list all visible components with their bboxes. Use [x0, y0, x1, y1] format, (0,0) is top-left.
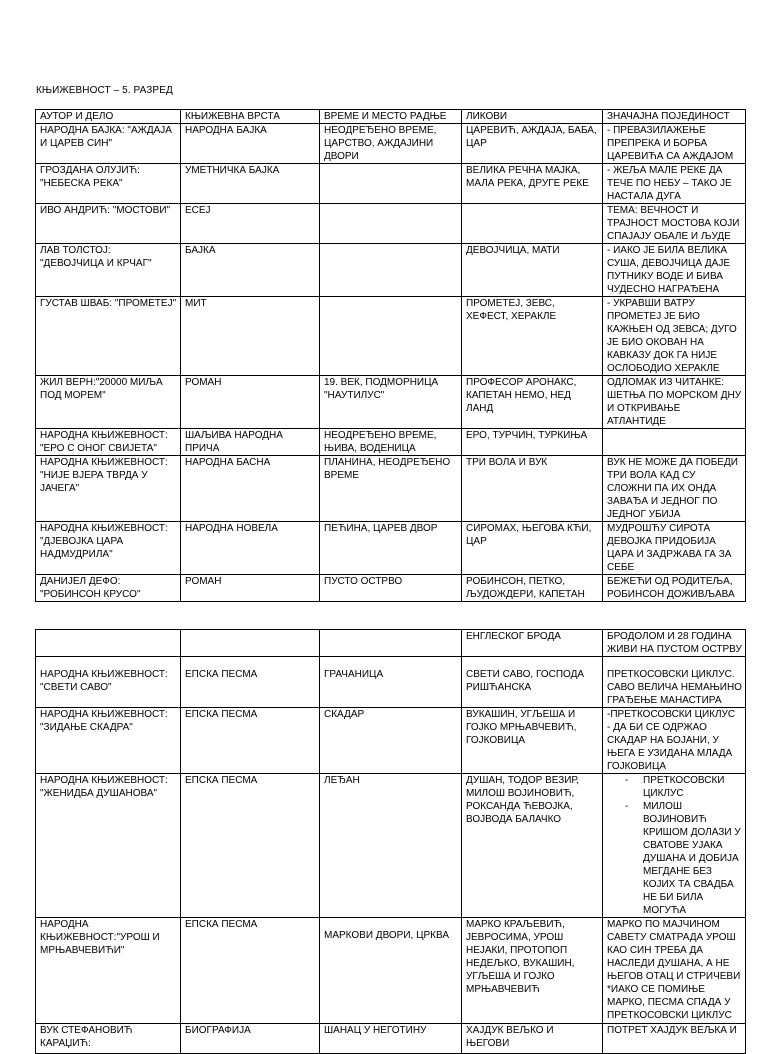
table-row: [36, 918, 746, 1024]
cell-characters: МАРКО КРАЉЕВИЋ, ЈЕВРОСИМА, УРОШ НЕЈАКИ, ПРОТОПОП НЕДЕЉКО, ВУКАШИН, УГЉЕША И ГОЈКО МРЊАВЧЕВИЋ: [462, 918, 603, 1024]
cell-characters: ХАЈДУК ВЕЉКО И ЊЕГОВИ: [462, 1024, 603, 1054]
cell-significant-detail: - ИАКО ЈЕ БИЛА ВЕЛИКА СУША, ДЕВОЈЧИЦА ДАЈЕ ПУТНИКУ ВОДЕ И БИВА ЧУДЕСНО НАГРАЂЕНА: [603, 244, 746, 297]
cell-literary-type: РОМАН: [181, 376, 320, 429]
list-item: - ПРЕТКОСОВСКИ ЦИКЛУС: [643, 774, 742, 800]
cell-time-place: ЛЕЂАН: [320, 774, 462, 918]
cell-time-place: ПЕЋИНА, ЦАРЕВ ДВОР: [320, 522, 462, 575]
cell-time-place: [320, 297, 462, 376]
cell-time-place: НЕОДРЕЂЕНО ВРЕМЕ, ЊИВА, ВОДЕНИЦА: [320, 429, 462, 456]
cell-author-work: ВУК СТЕФАНОВИЋ КАРАЏИЋ:: [36, 1024, 181, 1054]
cell-characters: СВЕТИ САВО, ГОСПОДА РИШЋАНСКА: [462, 657, 603, 708]
table-row: [36, 244, 746, 297]
header-literary-type: КЊИЖЕВНА ВРСТА: [181, 110, 320, 124]
cell-time-place: ГРАЧАНИЦА: [320, 657, 462, 708]
table-header-row: [36, 110, 746, 124]
cell-time-place: ПУСТО ОСТРВО: [320, 575, 462, 602]
cell-author-work: НАРОДНА КЊИЖЕВНОСТ:"УРОШ И МРЊАВЧЕВИЋИ": [36, 918, 181, 1024]
cell-literary-type: НАРОДНА БАЈКА: [181, 124, 320, 164]
cell-author-work: ЛАВ ТОЛСТОЈ: "ДЕВОЈЧИЦА И КРЧАГ": [36, 244, 181, 297]
cell-author-work: [36, 630, 181, 657]
cell-significant-detail: - УКРАВШИ ВАТРУ ПРОМЕТЕЈ ЈЕ БИО КАЖЊЕН ОД ЗЕВСА; ДУГО ЈЕ БИО ОКОВАН НА КАВКАЗУ ДОК ГА НИЈЕ ОСЛОБОДИО ХЕРАКЛЕ: [603, 297, 746, 376]
cell-characters: ЦАРЕВИЋ, АЖДАЈА, БАБА, ЦАР: [462, 124, 603, 164]
cell-characters: РОБИНСОН, ПЕТКО, ЉУДОЖДЕРИ, КАПЕТАН: [462, 575, 603, 602]
cell-significant-detail: ПОТРЕТ ХАЈДУК ВЕЉКА И: [603, 1024, 746, 1054]
cell-literary-type: ЕПСКА ПЕСМА: [181, 918, 320, 1024]
header-significant-detail: ЗНАЧАЈНА ПОЈЕДИНОСТ: [603, 110, 746, 124]
cell-literary-type: БАЈКА: [181, 244, 320, 297]
cell-author-work: НАРОДНА КЊИЖЕВНОСТ: "ДЈЕВОЈКА ЦАРА НАДМУДРИЛА": [36, 522, 181, 575]
cell-significant-detail: МУДРОШЋУ СИРОТА ДЕВОЈКА ПРИДОБИЈА ЦАРА И ЗАДРЖАВА ГА ЗА СЕБЕ: [603, 522, 746, 575]
cell-author-work: НАРОДНА КЊИЖЕВНОСТ: "НИЈЕ ВЈЕРА ТВРДА У ЈАЧЕГА": [36, 456, 181, 522]
cell-author-work: НАРОДНА КЊИЖЕВНОСТ: "ЕРО С ОНОГ СВИЈЕТА": [36, 429, 181, 456]
table-row: [36, 1024, 746, 1054]
cell-author-work: ИВО АНДРИЋ: "МОСТОВИ": [36, 204, 181, 244]
cell-significant-detail: ПРЕТКОСОВСКИ ЦИКЛУС. САВО ВЕЛИЧА НЕМАЊИНО ГРАЂЕЊЕ МАНАСТИРА: [603, 657, 746, 708]
cell-characters: ЕНГЛЕСКОГ БРОДА: [462, 630, 603, 657]
cell-characters: ВЕЛИКА РЕЧНА МАЈКА, МАЛА РЕКА, ДРУГЕ РЕКЕ: [462, 164, 603, 204]
header-characters: ЛИКОВИ: [462, 110, 603, 124]
cell-significant-detail: [603, 429, 746, 456]
cell-characters: ТРИ ВОЛА И ВУК: [462, 456, 603, 522]
cell-time-place: 19. ВЕК, ПОДМОРНИЦА "НАУТИЛУС": [320, 376, 462, 429]
cell-literary-type: ЕПСКА ПЕСМА: [181, 708, 320, 774]
literature-table-part-2: [35, 629, 746, 1054]
cell-author-work: ГУСТАВ ШВАБ: "ПРОМЕТЕЈ": [36, 297, 181, 376]
cell-author-work: ЖИЛ ВЕРН:"20000 МИЉА ПОД МОРЕМ": [36, 376, 181, 429]
table-row-continued: [36, 630, 746, 657]
cell-time-place: [320, 630, 462, 657]
cell-significant-detail: МАРКО ПО МАЈЧИНОМ САВЕТУ СМАТРАДА УРОШ КАО СИН ТРЕБА ДА НАСЛЕДИ ДУШАНА, А НЕ ЊЕГОВ ОТАЦ И СТРИЧЕВИ *ИАКО СЕ ПОМИЊЕ МАРКО, ПЕСМА СПАДА У ПРЕТКОСОВСКИ ЦИКЛУС: [603, 918, 746, 1024]
table-row: [36, 708, 746, 774]
header-author-work: АУТОР И ДЕЛО: [36, 110, 181, 124]
cell-time-place: НЕОДРЕЂЕНО ВРЕМЕ, ЦАРСТВО, АЖДАЈИНИ ДВОРИ: [320, 124, 462, 164]
cell-significant-detail: ВУК НЕ МОЖЕ ДА ПОБЕДИ ТРИ ВОЛА КАД СУ СЛОЖНИ ПА ИХ ОНДА ЗАВАЂА И ЈЕДНОГ ПО ЈЕДНОГ УБИЈА: [603, 456, 746, 522]
cell-literary-type: ЕПСКА ПЕСМА: [181, 657, 320, 708]
page-title: КЊИЖЕВНОСТ – 5. РАЗРЕД: [36, 85, 173, 96]
table-row: [36, 522, 746, 575]
cell-significant-detail: БЕЖЕЋИ ОД РОДИТЕЉА, РОБИНСОН ДОЖИВЉАВА: [603, 575, 746, 602]
header-time-place: ВРЕМЕ И МЕСТО РАДЊЕ: [320, 110, 462, 124]
table-row: [36, 429, 746, 456]
cell-characters: ДЕВОЈЧИЦА, МАТИ: [462, 244, 603, 297]
cell-author-work: ДАНИЈЕЛ ДЕФО: "РОБИНСОН КРУСО": [36, 575, 181, 602]
cell-significant-detail: - ПРЕВАЗИЛАЖЕЊЕ ПРЕПРЕКА И БОРБА ЦАРЕВИЋА СА АЖДАЈОМ: [603, 124, 746, 164]
cell-characters: ПРОФЕСОР АРОНАКС, КАПЕТАН НЕМО, НЕД ЛАНД: [462, 376, 603, 429]
table-row: [36, 456, 746, 522]
cell-significant-detail: -ПРЕТКОСОВСКИ ЦИКЛУС - ДА БИ СЕ ОДРЖАО СКАДАР НА БОЈАНИ, У ЊЕГА Е УЗИДАНА МЛАДА ГОЈКОВИЦА: [603, 708, 746, 774]
cell-characters: ЕРО, ТУРЧИН, ТУРКИЊА: [462, 429, 603, 456]
cell-literary-type: ЕСЕЈ: [181, 204, 320, 244]
table-row: [36, 124, 746, 164]
literature-table-part-1: [35, 109, 746, 602]
cell-time-place: ПЛАНИНА, НЕОДРЕЂЕНО ВРЕМЕ: [320, 456, 462, 522]
cell-characters: ДУШАН, ТОДОР ВЕЗИР, МИЛОШ ВОЈИНОВИЋ, РОКСАНДА ЋЕВОЈКА, ВОЈВОДА БАЛАЧКО: [462, 774, 603, 918]
table-row: [36, 774, 746, 918]
cell-significant-detail: ТЕМА: ВЕЧНОСТ И ТРАЈНОСТ МОСТОВА КОЈИ СПАЈАЈУ ОБАЛЕ И ЉУДЕ: [603, 204, 746, 244]
cell-characters: ПРОМЕТЕЈ, ЗЕВС, ХЕФЕСТ, ХЕРАКЛЕ: [462, 297, 603, 376]
cell-author-work: НАРОДНА БАЈКА: "АЖДАЈА И ЦАРЕВ СИН": [36, 124, 181, 164]
bullet-list: [607, 774, 742, 917]
table-row: [36, 575, 746, 602]
cell-literary-type: РОМАН: [181, 575, 320, 602]
cell-literary-type: НАРОДНА НОВЕЛА: [181, 522, 320, 575]
table-row: [36, 297, 746, 376]
cell-characters: СИРОМАХ, ЊЕГОВА КЋИ, ЦАР: [462, 522, 603, 575]
cell-significant-detail: БРОДОЛОМ И 28 ГОДИНА ЖИВИ НА ПУСТОМ ОСТРВУ: [603, 630, 746, 657]
cell-characters: ВУКАШИН, УГЉЕША И ГОЈКО МРЊАВЧЕВИЋ, ГОЈКОВИЦА: [462, 708, 603, 774]
cell-author-work: ГРОЗДАНА ОЛУЈИЋ: "НЕБЕСКА РЕКА": [36, 164, 181, 204]
cell-author-work: НАРОДНА КЊИЖЕВНОСТ: "ЖЕНИДБА ДУШАНОВА": [36, 774, 181, 918]
cell-literary-type: БИОГРАФИЈА: [181, 1024, 320, 1054]
cell-literary-type: ШАЉИВА НАРОДНА ПРИЧА: [181, 429, 320, 456]
cell-significant-detail: ОДЛОМАК ИЗ ЧИТАНКЕ: ШЕТЊА ПО МОРСКОМ ДНУ И ОТКРИВАЊЕ АТЛАНТИДЕ: [603, 376, 746, 429]
cell-literary-type: МИТ: [181, 297, 320, 376]
cell-literary-type: НАРОДНА БАСНА: [181, 456, 320, 522]
table-row: [36, 376, 746, 429]
list-item: - МИЛОШ ВОЈИНОВИЋ КРИШОМ ДОЛАЗИ У СВАТОВЕ УЈАКА ДУШАНА И ДОБИЈА МЕГДАНЕ БЕЗ КОЈИХ ТА СВАДБА НЕ БИ БИЛА МОГУЋА: [643, 800, 742, 917]
cell-characters: [462, 204, 603, 244]
cell-significant-detail: - ЖЕЉА МАЛЕ РЕКЕ ДА ТЕЧЕ ПО НЕБУ – ТАКО ЈЕ НАСТАЛА ДУГА: [603, 164, 746, 204]
table-row: [36, 657, 746, 708]
cell-significant-detail: [603, 774, 746, 918]
table-row: [36, 204, 746, 244]
cell-time-place: [320, 204, 462, 244]
cell-author-work: НАРОДНА КЊИЖЕВНОСТ: "СВЕТИ САВО": [36, 657, 181, 708]
cell-time-place: МАРКОВИ ДВОРИ, ЦРКВА: [320, 918, 462, 1024]
cell-time-place: [320, 164, 462, 204]
cell-literary-type: ЕПСКА ПЕСМА: [181, 774, 320, 918]
cell-author-work: НАРОДНА КЊИЖЕВНОСТ: "ЗИДАЊЕ СКАДРА": [36, 708, 181, 774]
table-row: [36, 164, 746, 204]
cell-time-place: ШАНАЦ У НЕГОТИНУ: [320, 1024, 462, 1054]
cell-literary-type: УМЕТНИЧКА БАЈКА: [181, 164, 320, 204]
cell-literary-type: [181, 630, 320, 657]
cell-time-place: СКАДАР: [320, 708, 462, 774]
cell-time-place: [320, 244, 462, 297]
